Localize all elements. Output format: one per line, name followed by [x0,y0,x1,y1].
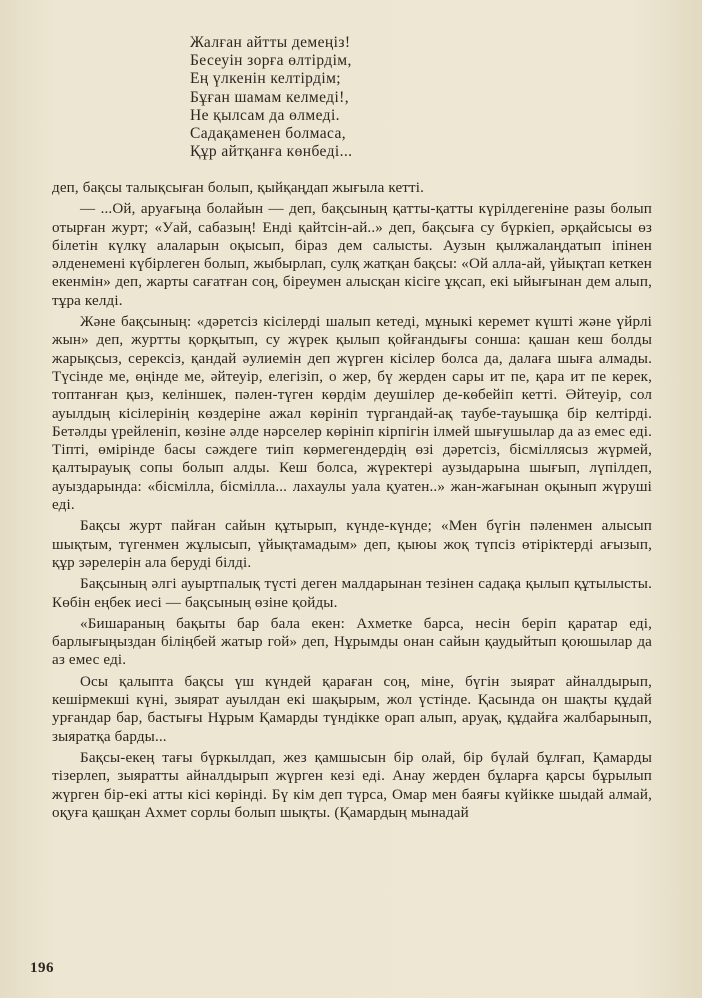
paragraph: «Бишараның бақыты бар бала екен: Ахметке барса, несін беріп қаратар еді, барлығыңыздан біліңбей жатыр гой» деп, Нұрымды онан сайын қаудыйтып қоюшылар да аз емес еді. [52,615,652,669]
paragraph: Осы қалыпта бақсы үш күндей қараған соң, міне, бүгін зыярат айналдырып, кешірмекші күні, зыярат ауылдан екі шақырым, жол үстінде. Қасында он шақты құдай урғандар бар, бастығы Нұрым Қамарды түндікке орап алып, аруақ, құдайға жалбарынып, зыяратқа барды... [52,673,652,745]
paragraph: деп, бақсы талықсыған болып, қыйқаңдап жығыла кетті. [52,180,425,196]
poem-line: Садақаменен болмаса, [190,125,346,143]
body-text [52,179,652,822]
paragraph: Бақсы журт пайған сайын құтырып, күнде-күнде; «Мен бүгін пәленмен алысып шықтым, түгенмен жұлысып, үйықтамадым» деп, қыюы жоқ түпсіз өтіріктерді ағызып, құр зәрелерін ала беруді білді. [52,518,652,571]
page-number: 196 [30,960,54,976]
paragraph: — ...Ой, аруағыңа болайын — деп, бақсының қатты-қатты күрілдегеніне разы болып отырған журт; «Уай, сабазың! Енді қайтсін-ай..» деп, бақсыға су бүркіеп, әрқайсысы өз білетін күлкү алаларын оқысып, біраз дем салысты. Аузын қылжалаңдатып іпінен әлденемені күбірлеген болып, жыбырлап, сулқ жатқан бақсы: «Ой алла-ай, үйықтап кеткен екенмін» деп, жарты сағатған соң, біреумен алысқан кісіге ұқсап, екі ыйығынан дем алып, тұра келді. [52,201,652,309]
poem-line: Бесеуін зорға өлтірдім, [190,52,352,70]
poem-line: Ең үлкенін келтірдім; [190,70,342,88]
poem-line: Жалған айтты демеңіз! [190,34,351,51]
paragraph: Бақсының әлгі ауыртпалық түсті деген малдарынан тезінен садақа қылып құтылысты. Көбін еңбек иесі — бақсының өзіне қойды. [52,576,652,611]
poem-line: Бұған шамам келмеді!, [190,88,350,106]
paragraph: Және бақсының: «дәретсіз кісілерді шалып кетеді, мұныкі керемет күшті және үйрлі жын» деп, журтты қорқытып, су жүрек қылып қойғандығы сонша: қашан кеш болды жарықсыз, серексіз, қандай әулиемін деп жүрген кісілер болса да, далаға шыға алмады. Түсінде ме, өңінде ме, әйтеуір, елегізіп, о жер, бү жерден сары ит пе, қара ит пе керек, топтанған қыз, келіншек, пәлен-түген көрдім деушілер де-көбейіп кетті. Әйтеуір, сол ауылдың кісілерінің көздеріне ажал көрініп түргандай-ақ таубе-тауышқа бір келтірді. Бетәлды үрейленіп, көзіне әлде нәрселер көрініп кірпігін ілмей шығушылар да аз емес еді. Тіпті, өмірінде басы сәждеге тиіп көрмегендердің өзі дәретсіз, бісміллясыз жүрмей, қалтырауық сопы болып алды. Кеш болса, жүректері аузыдарына шығып, лүпілдеп, ауыздарында: «бісмілла, бісмілла... лахаулы уала қуатен..» жан-жағынан оқынып жүруші еді. [52,314,652,514]
poem-line: Не қылсам да өлмеді. [190,106,340,124]
poem-line: Құр айтқанға көнбеді... [190,143,353,161]
paragraph: Бақсы-екең тағы бүркылдап, жез қамшысын бір олай, бір бүлай бұлғап, Қамарды тізерлеп, зыяратты айналдырып жүрген кезі еді. Анау жерден бұларға қарсы бұрылып жүрген бір-екі атты кісі көрінді. Бү кім деп түрса, Омар мен баяғы күйікке шыдай алмай, оқуға қашқан Ахмет сорлы болып шықты. (Қамардың мынадай [52,749,652,821]
poem-stanza [190,34,352,161]
